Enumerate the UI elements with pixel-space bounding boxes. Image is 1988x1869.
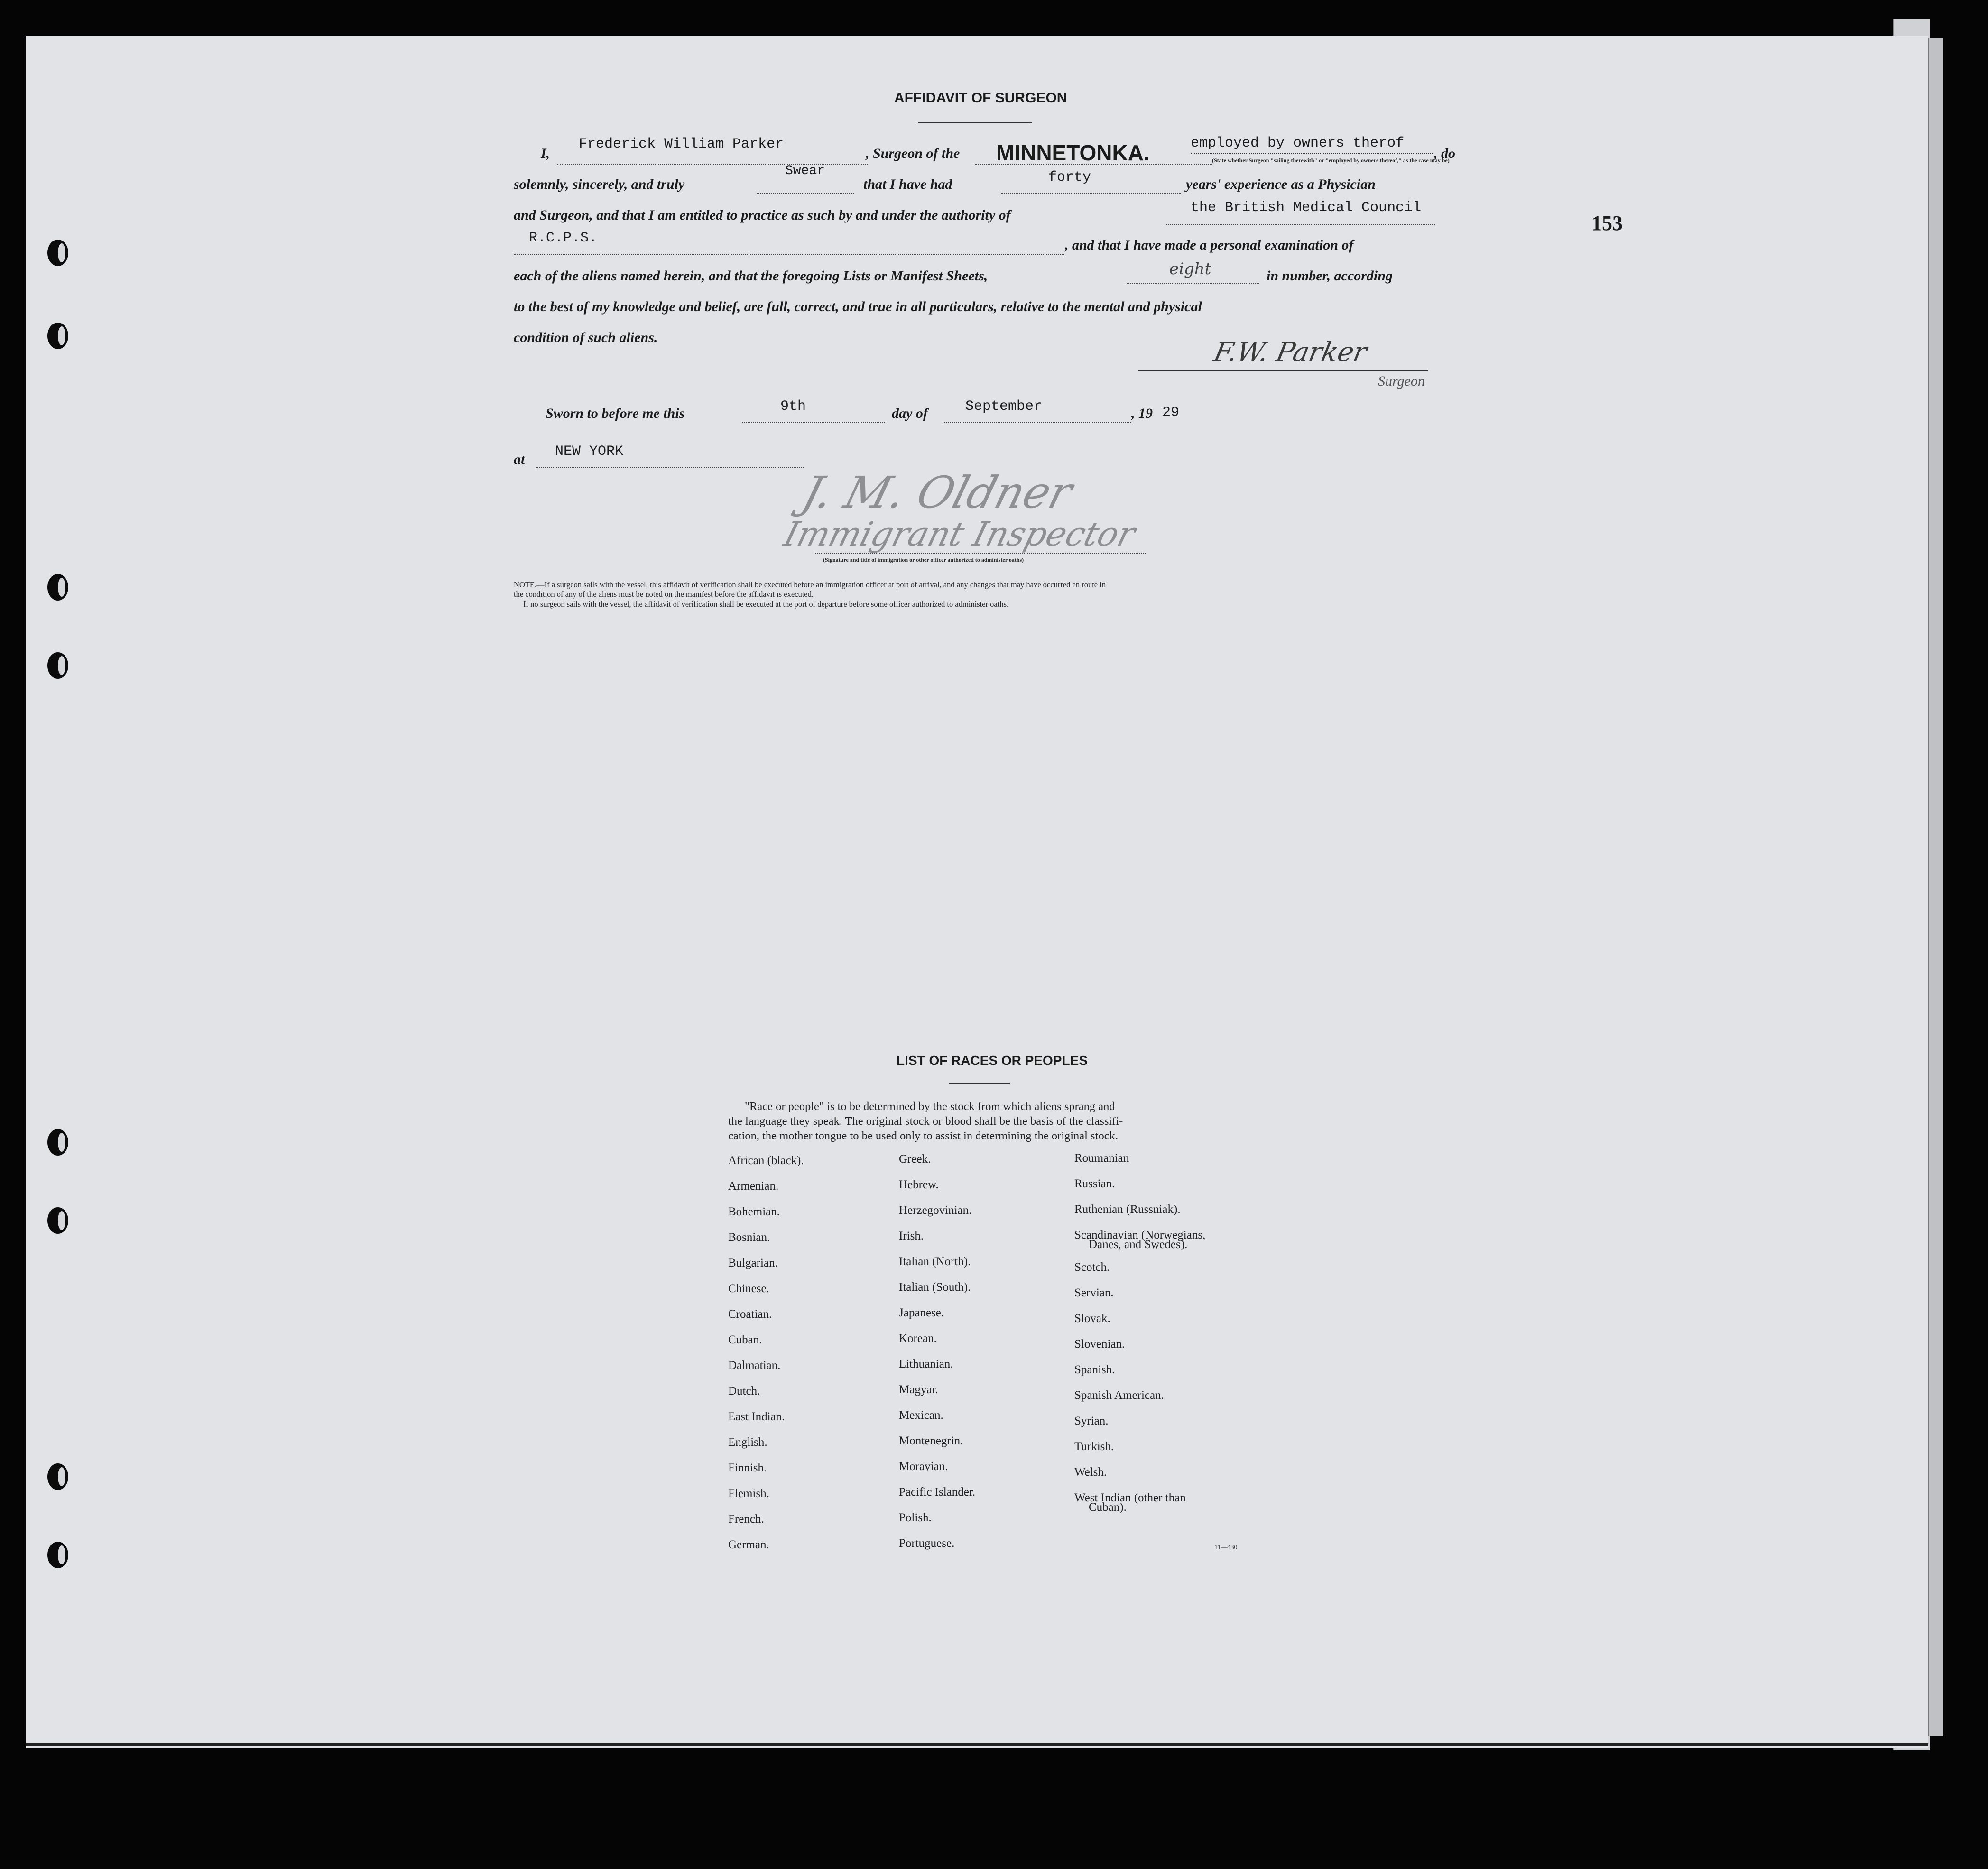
official-title: Immigrant Inspector	[780, 515, 1140, 554]
punch-hole	[47, 1542, 68, 1568]
title-rule	[918, 122, 1032, 123]
surgeon-name: Frederick William Parker	[579, 136, 784, 152]
races-intro-3: cation, the mother tongue to be used only to assist in determining the original stock.	[728, 1129, 1118, 1142]
race-item: Dutch.	[728, 1385, 760, 1397]
sworn-day: 9th	[780, 398, 806, 415]
race-item: Herzegovinian.	[899, 1204, 972, 1217]
vessel-name: MINNETONKA.	[996, 140, 1150, 165]
official-signature-line	[814, 553, 1146, 554]
years-field	[1001, 193, 1181, 194]
race-item: Turkish.	[1074, 1440, 1114, 1453]
text-solemnly: solemnly, sincerely, and truly	[514, 176, 685, 192]
race-item: Bohemian.	[728, 1205, 780, 1218]
text-personal-examination: , and that I have made a personal examination of	[1065, 237, 1354, 253]
race-item: Polish.	[899, 1511, 932, 1524]
text-surgeon-of: , Surgeon of the	[866, 146, 960, 161]
race-item: Russian.	[1074, 1177, 1115, 1190]
races-column-3	[1074, 1146, 1205, 1513]
race-item: Syrian.	[1074, 1415, 1109, 1427]
race-item: Dalmatian.	[728, 1359, 781, 1372]
employment-note: (State whether Surgeon "sailing therewith" or "employed by owners thereof," as the case may be)	[1212, 157, 1450, 164]
race-item: Greek.	[899, 1153, 931, 1166]
race-item: French.	[728, 1513, 764, 1526]
race-item: Scotch.	[1074, 1261, 1110, 1274]
race-item: Armenian.	[728, 1180, 779, 1193]
sheets-count: eight	[1169, 259, 1211, 278]
official-signature: J. M. Oldner	[797, 467, 1078, 518]
race-item: Pacific Islander.	[899, 1486, 976, 1499]
signature-line	[1138, 370, 1428, 371]
race-item: Croatian.	[728, 1308, 772, 1321]
race-item: Flemish.	[728, 1487, 769, 1500]
authority-field	[1165, 224, 1435, 225]
place-field	[536, 467, 804, 468]
text-i: I,	[541, 146, 550, 161]
race-item: Danes, and Swedes).	[1089, 1238, 1188, 1251]
race-item: Cuban.	[728, 1333, 762, 1346]
race-item: Magyar.	[899, 1383, 938, 1396]
oath-word: Swear	[785, 164, 825, 178]
race-item: Finnish.	[728, 1462, 767, 1474]
race-item: Welsh.	[1074, 1466, 1107, 1479]
employment-field	[1191, 153, 1433, 154]
race-item: English.	[728, 1436, 767, 1449]
punch-hole	[47, 1207, 68, 1234]
manifest-page	[26, 36, 1928, 1748]
punch-hole	[47, 1463, 68, 1490]
race-item: East Indian.	[728, 1410, 785, 1423]
races-column-2	[899, 1147, 975, 1556]
race-item: West Indian (other than	[1074, 1491, 1186, 1504]
official-caption: (Signature and title of immigration or other officer authorized to administer oaths)	[823, 556, 1024, 563]
punch-hole	[47, 323, 68, 349]
text-in-number: in number, according	[1267, 268, 1393, 284]
race-item: Roumanian	[1074, 1152, 1129, 1165]
punch-hole	[47, 240, 68, 266]
race-item: Chinese.	[728, 1282, 769, 1295]
race-item: Irish.	[899, 1230, 924, 1242]
race-item: African (black).	[728, 1154, 804, 1167]
punch-hole	[47, 574, 68, 601]
text-at: at	[514, 452, 525, 467]
text-have-had: that I have had	[863, 176, 952, 192]
surgeon-signature-title: Surgeon	[1378, 373, 1425, 389]
surgeon-signature: F.W. Parker	[1211, 337, 1370, 368]
affidavit-title: AFFIDAVIT OF SURGEON	[894, 90, 1067, 106]
stacked-sheet-edge	[1928, 38, 1943, 1736]
authority-field-2	[514, 254, 1064, 255]
text-do: , do	[1434, 146, 1455, 161]
race-item: Portuguese.	[899, 1537, 955, 1550]
text-and-surgeon: and Surgeon, and that I am entitled to practice as such by and under the authority of	[514, 207, 1011, 223]
note-line-1: NOTE.—If a surgeon sails with the vessel, this affidavit of verification shall be executed before an immigration officer at port of arrival, and any changes that may have occurred en route in	[514, 580, 1106, 589]
punch-hole	[47, 1129, 68, 1156]
race-item: Servian.	[1074, 1286, 1114, 1299]
sworn-month: September	[965, 398, 1043, 415]
note-line-2: the condition of any of the aliens must be noted on the manifest before the affidavit is executed.	[514, 590, 814, 599]
race-item: Bosnian.	[728, 1231, 770, 1244]
authority-value-2: R.C.P.S.	[529, 230, 598, 246]
text-sworn: Sworn to before me this	[546, 406, 685, 421]
race-item: Spanish.	[1074, 1363, 1115, 1376]
text-each-alien: each of the aliens named herein, and that the foregoing Lists or Manifest Sheets,	[514, 268, 988, 284]
race-item: Slovak.	[1074, 1312, 1110, 1325]
years-value: forty	[1048, 169, 1091, 185]
sworn-place: NEW YORK	[555, 444, 624, 460]
race-item: Japanese.	[899, 1306, 944, 1319]
race-item: Cuban).	[1089, 1501, 1127, 1514]
race-item: Montenegrin.	[899, 1434, 963, 1447]
races-title: LIST OF RACES OR PEOPLES	[897, 1053, 1088, 1068]
races-column-1	[728, 1148, 804, 1558]
race-item: German.	[728, 1538, 769, 1551]
text-years-experience: years' experience as a Physician	[1186, 176, 1376, 192]
races-intro-2: the language they speak. The original stock or blood shall be the basis of the classifi-	[728, 1115, 1123, 1128]
race-item: Italian (South).	[899, 1281, 971, 1294]
race-item: Korean.	[899, 1332, 937, 1345]
races-title-rule	[949, 1083, 1010, 1084]
month-field	[944, 422, 1131, 423]
punch-hole	[47, 652, 68, 679]
race-item: Italian (North).	[899, 1255, 971, 1268]
text-condition: condition of such aliens.	[514, 330, 658, 345]
oath-field	[757, 193, 854, 194]
race-item: Scandinavian (Norwegians,	[1074, 1229, 1206, 1241]
race-item: Mexican.	[899, 1409, 943, 1422]
page-bottom-edge	[26, 1743, 1928, 1746]
employment-status: employed by owners therof	[1191, 135, 1405, 151]
sworn-year: 29	[1162, 405, 1180, 421]
race-item: Bulgarian.	[728, 1257, 778, 1269]
sheets-field	[1127, 283, 1259, 284]
races-intro-1: "Race or people" is to be determined by the stock from which aliens sprang and	[745, 1100, 1115, 1113]
form-code: 11—430	[1214, 1544, 1238, 1551]
race-item: Hebrew.	[899, 1178, 939, 1191]
text-best-knowledge: to the best of my knowledge and belief, are full, correct, and true in all particulars, relative to the mental and physical	[514, 299, 1202, 315]
race-item: Lithuanian.	[899, 1358, 953, 1370]
note-line-3: If no surgeon sails with the vessel, the affidavit of verification shall be executed at the port of departure before some officer authorized to administer oaths.	[523, 600, 1009, 609]
text-year-prefix: , 19	[1131, 406, 1153, 421]
page-number: 153	[1591, 212, 1623, 235]
text-day-of: day of	[892, 406, 928, 421]
race-item: Moravian.	[899, 1460, 948, 1473]
day-field	[742, 422, 885, 423]
authority-value: the British Medical Council	[1191, 200, 1422, 216]
race-item: Slovenian.	[1074, 1338, 1125, 1351]
race-item: Spanish American.	[1074, 1389, 1164, 1402]
race-item: Ruthenian (Russniak).	[1074, 1203, 1181, 1216]
